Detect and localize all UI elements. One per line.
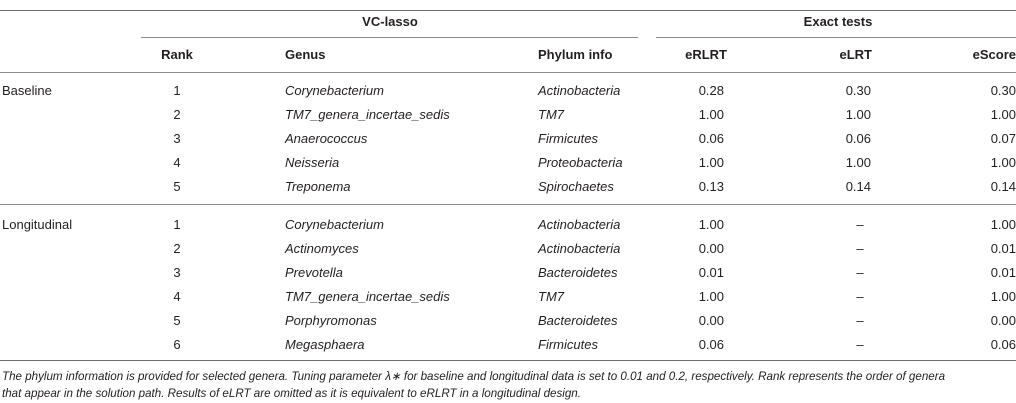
- genus-cell: Actinomyces: [285, 241, 359, 256]
- rank-cell: 6: [173, 337, 181, 352]
- phylum-cell: Bacteroidetes: [538, 313, 618, 328]
- rank-cell: 3: [173, 131, 181, 146]
- rank-cell: 4: [173, 155, 181, 170]
- footnote-line: The phylum information is provided for selected genera. Tuning parameter λ∗ for baseline and longitudinal data is set to 0.01 and 0.2, respectively. Rank represents the order of genera: [2, 370, 946, 383]
- elrt-cell: 1.00: [845, 107, 871, 122]
- section-divider-rule: [0, 204, 1016, 205]
- genus-cell: TM7_genera_incertae_sedis: [285, 107, 450, 122]
- genus-cell: Treponema: [285, 179, 351, 194]
- section-label-longitudinal: Longitudinal: [2, 217, 73, 232]
- rank-cell: 4: [173, 289, 181, 304]
- erlrt-cell: 1.00: [698, 217, 724, 232]
- elrt-cell: –: [856, 265, 864, 280]
- elrt-cell: 0.06: [845, 131, 871, 146]
- elrt-cell: 1.00: [845, 155, 871, 170]
- vc-lasso-header: VC-lasso: [362, 14, 418, 29]
- phylum-cell: Actinobacteria: [538, 241, 621, 256]
- phylum-cell: Actinobacteria: [538, 83, 621, 98]
- phylum-cell: TM7: [538, 289, 564, 304]
- phylum-column-header: Phylum info: [538, 47, 613, 62]
- genus-cell: Porphyromonas: [285, 313, 377, 328]
- elrt-cell: –: [856, 289, 864, 304]
- escore-cell: 0.14: [990, 179, 1016, 194]
- erlrt-cell: 0.00: [698, 241, 724, 256]
- section-label-baseline: Baseline: [2, 83, 52, 98]
- rank-cell: 2: [173, 241, 181, 256]
- phylum-cell: TM7: [538, 107, 564, 122]
- header-bottom-rule: [0, 72, 1016, 73]
- elrt-cell: –: [856, 337, 864, 352]
- escore-cell: 0.01: [990, 265, 1016, 280]
- phylum-cell: Bacteroidetes: [538, 265, 618, 280]
- bottom-rule: [0, 360, 1016, 361]
- genus-cell: Megasphaera: [285, 337, 365, 352]
- genus-cell: Corynebacterium: [285, 217, 384, 232]
- elrt-cell: –: [856, 217, 864, 232]
- phylum-cell: Actinobacteria: [538, 217, 621, 232]
- erlrt-cell: 0.06: [698, 337, 724, 352]
- genus-cell: Corynebacterium: [285, 83, 384, 98]
- elrt-cell: –: [856, 313, 864, 328]
- escore-cell: 1.00: [990, 217, 1016, 232]
- elrt-cell: 0.30: [845, 83, 871, 98]
- exact-tests-underline: [656, 37, 1016, 38]
- erlrt-cell: 1.00: [698, 289, 724, 304]
- table-footnote: [2, 369, 1014, 402]
- genus-column-header: Genus: [285, 47, 326, 62]
- genus-cell: TM7_genera_incertae_sedis: [285, 289, 450, 304]
- rank-cell: 1: [173, 83, 181, 98]
- genus-cell: Neisseria: [285, 155, 340, 170]
- rank-cell: 5: [173, 179, 181, 194]
- phylum-cell: Spirochaetes: [538, 179, 614, 194]
- escore-cell: 0.00: [990, 313, 1016, 328]
- erlrt-cell: 0.28: [698, 83, 724, 98]
- escore-cell: 1.00: [990, 107, 1016, 122]
- escore-cell: 1.00: [990, 289, 1016, 304]
- footnote-line: that appear in the solution path. Results of eLRT are omitted as it is equivalent to eRLRT in a longitudinal design.: [2, 386, 581, 400]
- elrt-cell: 0.14: [845, 179, 871, 194]
- erlrt-cell: 1.00: [698, 155, 724, 170]
- phylum-cell: Firmicutes: [538, 337, 598, 352]
- elrt-cell: –: [856, 241, 864, 256]
- rank-cell: 5: [173, 313, 181, 328]
- rank-cell: 1: [173, 217, 181, 232]
- escore-cell: 0.01: [990, 241, 1016, 256]
- phylum-cell: Firmicutes: [538, 131, 598, 146]
- escore-cell: 0.06: [990, 337, 1016, 352]
- genus-cell: Anaerococcus: [285, 131, 368, 146]
- erlrt-cell: 0.06: [698, 131, 724, 146]
- vc-lasso-underline: [141, 37, 638, 38]
- erlrt-cell: 0.13: [698, 179, 724, 194]
- top-rule: [0, 10, 1016, 11]
- escore-cell: 0.30: [990, 83, 1016, 98]
- rank-cell: 2: [173, 107, 181, 122]
- genus-cell: Prevotella: [285, 265, 343, 280]
- phylum-cell: Proteobacteria: [538, 155, 623, 170]
- erlrt-cell: 1.00: [698, 107, 724, 122]
- escore-cell: 1.00: [990, 155, 1016, 170]
- erlrt-cell: 0.01: [698, 265, 724, 280]
- rank-column-header: Rank: [161, 47, 193, 62]
- escore-cell: 0.07: [990, 131, 1016, 146]
- erlrt-cell: 0.00: [698, 313, 724, 328]
- rank-cell: 3: [173, 265, 181, 280]
- exact-tests-header: Exact tests: [803, 14, 873, 29]
- escore-column-header: eScore: [972, 47, 1016, 62]
- elrt-column-header: eLRT: [839, 47, 872, 62]
- erlrt-column-header: eRLRT: [685, 47, 727, 62]
